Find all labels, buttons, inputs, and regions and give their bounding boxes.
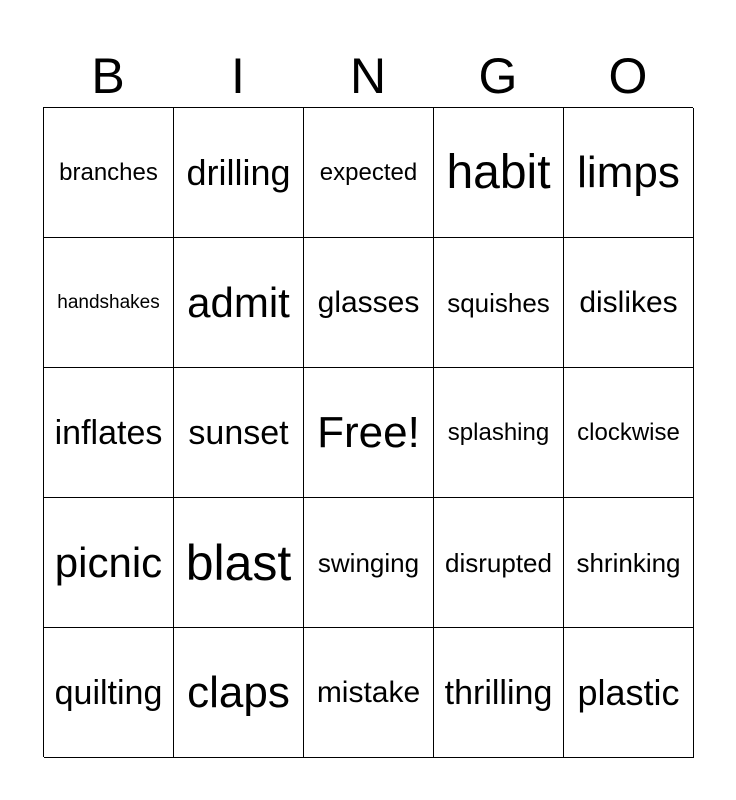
bingo-cell[interactable]: sunset [174,368,304,498]
bingo-cell[interactable]: handshakes [44,238,174,368]
bingo-cell[interactable]: claps [174,628,304,758]
header-letter-b: B [91,48,125,104]
bingo-cell[interactable]: shrinking [564,498,694,628]
bingo-cell[interactable]: habit [434,108,564,238]
bingo-cell[interactable]: thrilling [434,628,564,758]
bingo-cell[interactable]: dislikes [564,238,694,368]
header-letter-n: N [349,48,387,104]
bingo-cell[interactable]: picnic [44,498,174,628]
bingo-cell[interactable]: limps [564,108,694,238]
bingo-cell[interactable]: branches [44,108,174,238]
bingo-cell[interactable]: glasses [304,238,434,368]
bingo-board [43,107,693,757]
bingo-cell[interactable]: squishes [434,238,564,368]
bingo-cell[interactable]: splashing [434,368,564,498]
bingo-cell[interactable]: inflates [44,368,174,498]
bingo-cell[interactable]: expected [304,108,434,238]
header-letter-i: I [231,48,245,104]
header-letter-g: G [478,48,518,104]
bingo-cell[interactable]: plastic [564,628,694,758]
bingo-cell[interactable]: blast [174,498,304,628]
bingo-cell[interactable]: quilting [44,628,174,758]
bingo-cell[interactable]: swinging [304,498,434,628]
bingo-cell[interactable]: admit [174,238,304,368]
header-letter-o: O [608,48,648,104]
bingo-cell[interactable]: drilling [174,108,304,238]
bingo-cell[interactable]: clockwise [564,368,694,498]
bingo-cell[interactable]: disrupted [434,498,564,628]
bingo-cell[interactable]: mistake [304,628,434,758]
bingo-header [43,44,693,108]
free-space-cell[interactable]: Free! [304,368,434,498]
